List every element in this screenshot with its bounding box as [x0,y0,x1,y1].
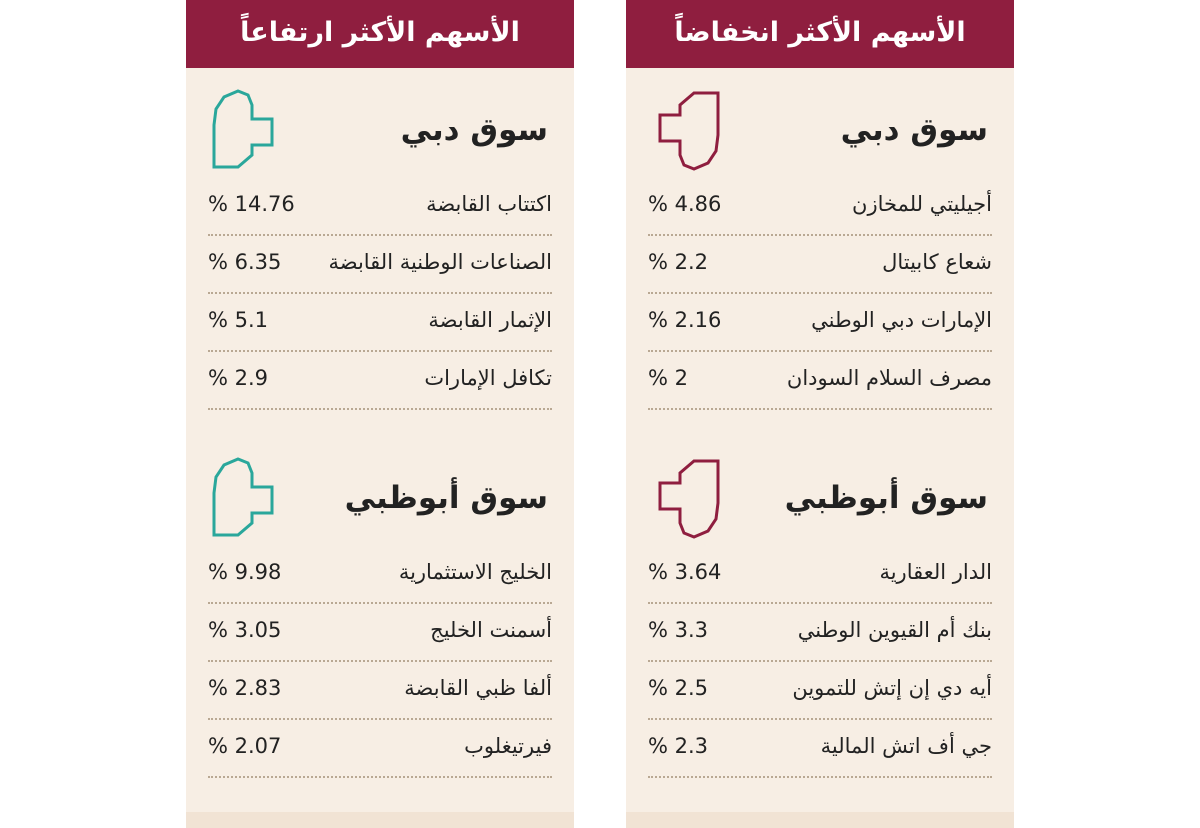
stock-name: ألفا ظبي القابضة [404,676,552,700]
table-row [648,294,992,352]
gainers-market-dubai [208,68,552,410]
table-row [208,662,552,720]
stock-name: فيرتيغلوب [464,734,552,758]
table-row [208,604,552,662]
losers-market-abudhabi-title: سوق أبوظبي [784,480,988,516]
stock-name: جي أف اتش المالية [820,734,992,758]
stock-name: الدار العقارية [879,560,992,584]
gainers-market-dubai-title-row [208,68,552,178]
panel-gainers [186,0,574,828]
panel-losers-header-title: الأسهم الأكثر انخفاضاً [674,16,966,48]
stock-change: 2.83 % [208,676,282,700]
section-spacer [648,410,992,436]
table-row [208,236,552,294]
table-row [648,178,992,236]
stock-name: الإثمار القابضة [428,308,552,332]
panel-losers [626,0,1014,828]
losers-market-dubai [648,68,992,410]
table-row [208,178,552,236]
stock-name: اكتتاب القابضة [426,192,552,216]
losers-market-abudhabi [648,436,992,778]
table-row [648,662,992,720]
stock-name: أسمنت الخليج [430,618,552,642]
section-spacer [208,410,552,436]
stock-change: 9.98 % [208,560,282,584]
arrow-down-icon [648,88,724,172]
gainers-market-abudhabi-title-row [208,436,552,546]
panel-gainers-body [186,68,574,812]
table-row [208,352,552,410]
stock-change: 2.07 % [208,734,282,758]
table-row [208,546,552,604]
stock-change: 2.16 % [648,308,722,332]
panel-gainers-footer [186,812,574,828]
losers-market-abudhabi-title-row [648,436,992,546]
gainers-market-dubai-rows [208,178,552,410]
panel-losers-header [626,0,1014,68]
table-row [648,236,992,294]
stock-name: الإمارات دبي الوطني [811,308,992,332]
stock-change: 5.1 % [208,308,269,332]
stock-change: 3.05 % [208,618,282,642]
stock-name: مصرف السلام السودان [786,366,992,390]
table-row [208,720,552,778]
stock-change: 2.5 % [648,676,709,700]
table-row [208,294,552,352]
stock-name: أجيليتي للمخازن [852,192,992,216]
stock-change: 2 % [648,366,689,390]
stock-change: 3.3 % [648,618,709,642]
stock-change: 4.86 % [648,192,722,216]
stock-name: بنك أم القيوين الوطني [797,618,992,642]
stock-change: 2.3 % [648,734,709,758]
gainers-market-abudhabi-title: سوق أبوظبي [344,480,548,516]
gainers-market-abudhabi-rows [208,546,552,778]
gainers-market-abudhabi [208,436,552,778]
losers-market-dubai-title: سوق دبي [840,112,988,148]
stock-name: تكافل الإمارات [424,366,552,390]
table-row [648,604,992,662]
stock-name: أيه دي إن إتش للتموين [792,676,992,700]
arrow-down-icon [648,456,724,540]
arrow-up-icon [208,88,284,172]
table-row [648,352,992,410]
panel-gainers-header [186,0,574,68]
panel-losers-body [626,68,1014,812]
gainers-market-dubai-title: سوق دبي [400,112,548,148]
panel-losers-footer [626,812,1014,828]
stock-change: 2.9 % [208,366,269,390]
stock-change: 3.64 % [648,560,722,584]
stock-change: 2.2 % [648,250,709,274]
stock-change: 14.76 % [208,192,295,216]
stock-name: شعاع كابيتال [882,250,992,274]
table-row [648,546,992,604]
stock-name: الخليج الاستثمارية [398,560,552,584]
losers-market-dubai-title-row [648,68,992,178]
losers-market-abudhabi-rows [648,546,992,778]
panel-gainers-header-title: الأسهم الأكثر ارتفاعاً [240,16,520,48]
table-row [648,720,992,778]
stock-name: الصناعات الوطنية القابضة [328,250,552,274]
arrow-up-icon [208,456,284,540]
stock-change: 6.35 % [208,250,282,274]
losers-market-dubai-rows [648,178,992,410]
